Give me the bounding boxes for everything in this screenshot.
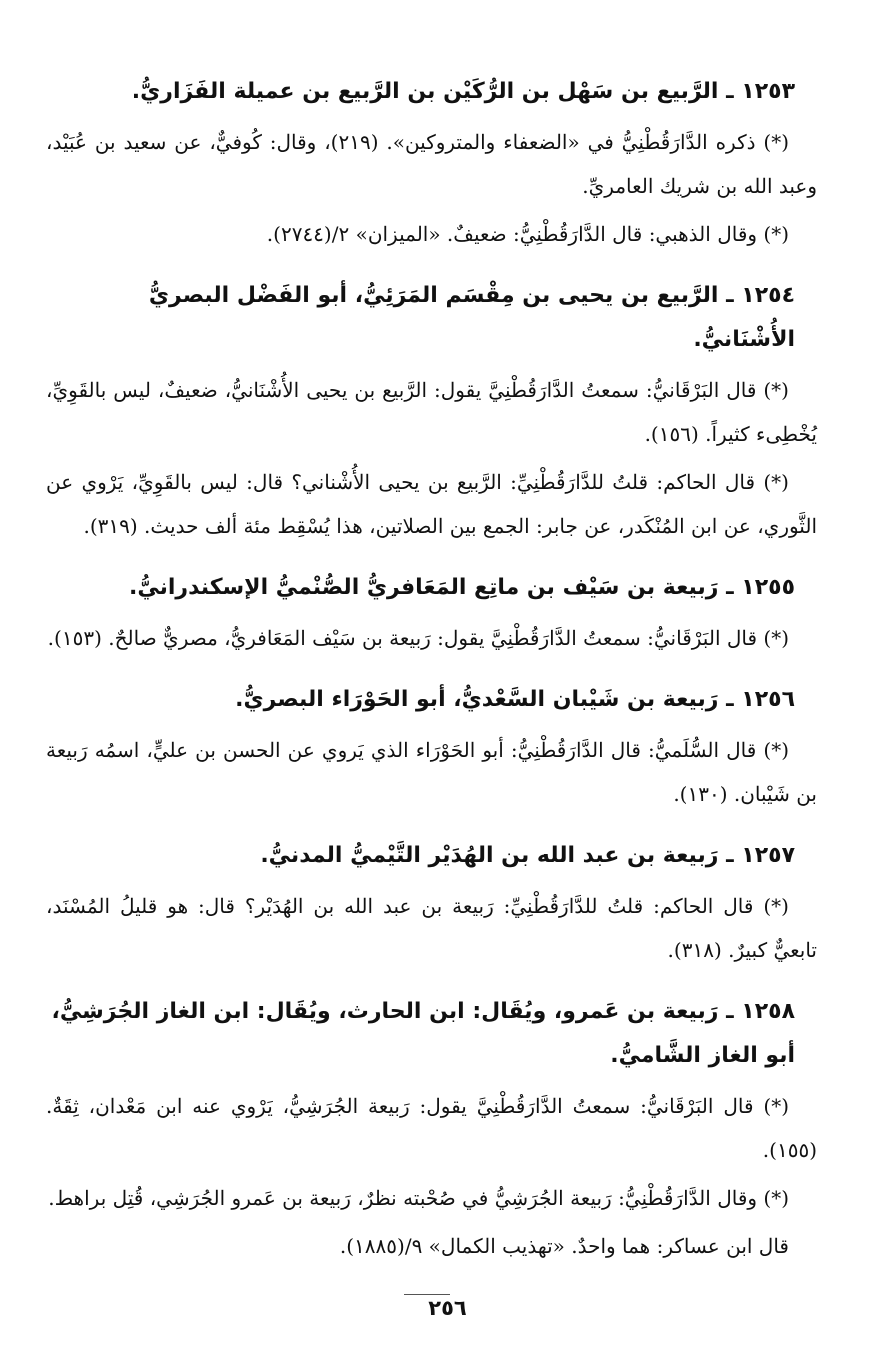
entry-heading: ١٢٥٧ ـ رَبيعة بن عبد الله بن الهُدَيْر التَّيْميُّ المدنيُّ.: [260, 843, 795, 868]
entry-heading: ١٢٥٦ ـ رَبيعة بن شَيْبان السَّعْديُّ، أبو الحَوْرَاء البصريُّ.: [235, 687, 795, 712]
page-number-rule: [404, 1294, 450, 1295]
entry-heading: ١٢٥٥ ـ رَبيعة بن سَيْف بن ماتِع المَعَافريُّ الصُّنْميُّ الإسكندرانيُّ.: [128, 575, 795, 600]
entry-1254: [46, 274, 817, 548]
entry-1257: [46, 834, 817, 972]
entry-paragraph: (*) وقال الذهبي: قال الدَّارَقُطْنِيُّ: ضعيفٌ. «الميزان» ٢/(٢٧٤٤).: [266, 222, 789, 246]
entry-1255: [46, 566, 817, 660]
entry-heading: ١٢٥٨ ـ رَبيعة بن عَمرو، ويُقَال: ابن الحارث، ويُقَال: ابن الغاز الجُرَشِيُّ، أبو الغاز الشَّاميُّ.: [51, 999, 795, 1068]
entry-paragraph: (*) وقال الدَّارَقُطْنِيُّ: رَبيعة الجُرَشِيُّ في صُحْبته نظرٌ، رَبيعة بن عَمرو الجُرَشِي، قُتِل براهط.: [48, 1186, 789, 1210]
entry-paragraph: قال ابن عساكر: هما واحدٌ. «تهذيب الكمال» ٩/(١٨٨٥).: [339, 1234, 789, 1258]
entry-paragraph: (*) قال البَرْقَانيُّ: سمعتُ الدَّارَقُطْنِيَّ يقول: رَبيعة الجُرَشِيُّ، يَرْوي عنه ابن مَعْدان، ثِقَةٌ. (١٥٥).: [46, 1094, 817, 1162]
entry-1253: [46, 70, 817, 256]
entry-1256: [46, 678, 817, 816]
entry-paragraph: (*) قال الحاكم: قلتُ للدَّارَقُطْنِيِّ: رَبيعة بن عبد الله بن الهُدَيْر؟ قال: هو قليلُ المُسْنَد، تابعيٌّ كبيرٌ. (٣١٨).: [46, 894, 817, 962]
entry-paragraph: (*) قال البَرْقَانيُّ: سمعتُ الدَّارَقُطْنِيَّ يقول: رَبيعة بن سَيْف المَعَافريُّ، مصريٌّ صالحٌ. (١٥٣).: [47, 626, 789, 650]
entry-paragraph: (*) قال السُّلَميُّ: قال الدَّارَقُطْنِيُّ: أبو الحَوْرَاء الذي يَروي عن الحسن بن عليٍّ، اسمُه رَبيعة بن شَيْبان. (١٣٠).: [46, 738, 817, 806]
entry-paragraph: (*) ذكره الدَّارَقُطْنِيُّ في «الضعفاء والمتروكين». (٢١٩)، وقال: كُوفيٌّ، عن سعيد بن عُبَيْد، وعبد الله بن شريك العامريِّ.: [46, 130, 817, 198]
entry-1258: [46, 990, 817, 1268]
entry-paragraph: (*) قال الحاكم: قلتُ للدَّارَقُطْنِيِّ: الرَّبيع بن يحيى الأُشْناني؟ قال: ليس بالقَوِيِّ، يَرْوي عن الثَّوري، عن ابن المُنْكَدر، عن جابر: الجمع بين الصلاتين، هذا يُسْقِط مئة ألف حديث. (٣١٩).: [46, 470, 817, 538]
entry-heading: ١٢٥٣ ـ الرَّبيع بن سَهْل بن الرُّكَيْن بن الرَّبيع بن عميلة الفَزَاريُّ.: [131, 79, 795, 104]
page-number: ٢٥٦: [428, 1296, 467, 1320]
entry-paragraph: (*) قال البَرْقَانيُّ: سمعتُ الدَّارَقُطْنِيَّ يقول: الرَّبيع بن يحيى الأُشْنَانيُّ، ضعيفٌ، ليس بالقَوِيِّ، يُخْطِىء كثيراً. (١٥٦).: [46, 378, 817, 446]
entry-heading: ١٢٥٤ ـ الرَّبيع بن يحيى بن مِقْسَم المَرَئِيُّ، أبو الفَضْل البصريُّ الأُشْنَانيُّ.: [148, 283, 795, 352]
